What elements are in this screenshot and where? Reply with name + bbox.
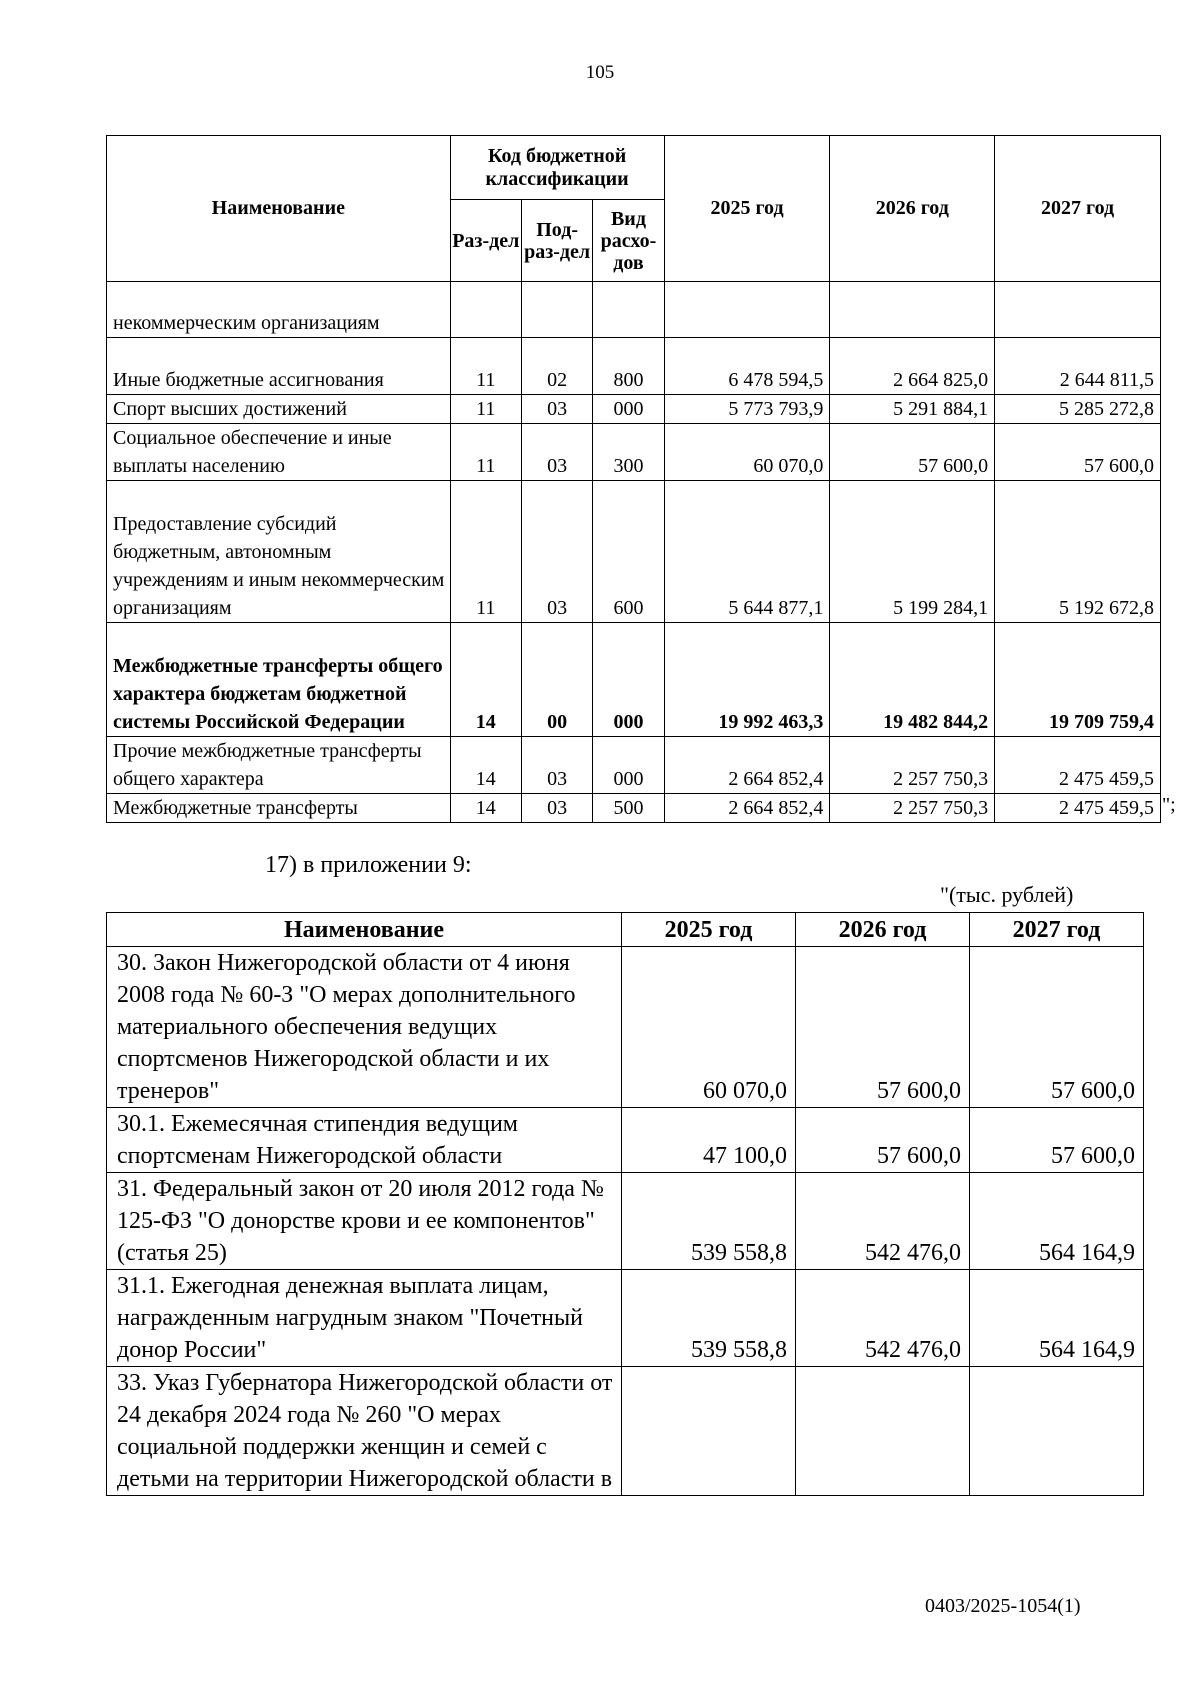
row-2027: 2 475 459,5: [995, 794, 1161, 823]
row-2026: [796, 1367, 970, 1496]
row-type: 000: [593, 395, 664, 424]
row-subsection: 03: [521, 794, 592, 823]
row-subsection: 03: [521, 737, 592, 794]
row-2025: [664, 282, 830, 338]
table-row: [107, 1108, 1144, 1173]
row-2027: 57 600,0: [995, 424, 1161, 481]
row-name: Спорт высших достижений: [107, 395, 451, 424]
row-2026: 57 600,0: [796, 947, 970, 1108]
row-2027: 564 164,9: [970, 1173, 1144, 1270]
row-2026: 57 600,0: [830, 424, 995, 481]
table-row: [107, 395, 1161, 424]
row-2027: [995, 282, 1161, 338]
row-section: 11: [450, 395, 521, 424]
table-row: [107, 1173, 1144, 1270]
row-2025: 47 100,0: [622, 1108, 796, 1173]
row-2027: 5 192 672,8: [995, 481, 1161, 623]
row-2027: 5 285 272,8: [995, 395, 1161, 424]
row-2026: 542 476,0: [796, 1173, 970, 1270]
row-type: 000: [593, 737, 664, 794]
row-2026: 57 600,0: [796, 1108, 970, 1173]
row-2025: [622, 1367, 796, 1496]
document-code: 0403/2025-1054(1): [925, 1595, 1081, 1617]
closing-quote-mark: ";: [1162, 794, 1176, 816]
header-2026: 2026 год: [830, 136, 995, 282]
row-section: 11: [450, 424, 521, 481]
row-2025: 5 644 877,1: [664, 481, 830, 623]
row-2025: 5 773 793,9: [664, 395, 830, 424]
row-subsection: 03: [521, 481, 592, 623]
header-2025: 2025 год: [664, 136, 830, 282]
page-number: 105: [585, 62, 615, 83]
row-type: [593, 282, 664, 338]
row-subsection: 02: [521, 338, 592, 395]
table-row: [107, 1270, 1144, 1367]
header-2026: 2026 год: [796, 913, 970, 947]
row-2026: 2 664 825,0: [830, 338, 995, 395]
table-row: [107, 947, 1144, 1108]
row-section: [450, 282, 521, 338]
table-row: [107, 338, 1161, 395]
header-expense-type: Вид расхо-дов: [593, 200, 664, 282]
row-name: Иные бюджетные ассигнования: [107, 338, 451, 395]
row-2025: 6 478 594,5: [664, 338, 830, 395]
section-heading: 17) в приложении 9:: [265, 852, 472, 878]
row-2027: 2 644 811,5: [995, 338, 1161, 395]
row-2027: 19 709 759,4: [995, 623, 1161, 737]
row-type: 500: [593, 794, 664, 823]
table-row: [107, 481, 1161, 623]
table-row: [107, 737, 1161, 794]
row-2026: [830, 282, 995, 338]
row-2025: 60 070,0: [622, 947, 796, 1108]
row-2025: 2 664 852,4: [664, 794, 830, 823]
row-name: Предоставление субсидий бюджетным, автономным учреждениям и иным некоммерческим организациям: [107, 481, 451, 623]
row-subsection: 03: [521, 395, 592, 424]
table-row: [107, 282, 1161, 338]
header-subsection: Под-раз-дел: [521, 200, 592, 282]
row-subsection: 00: [521, 623, 592, 737]
header-name: Наименование: [107, 136, 451, 282]
header-code-group: Код бюджетной классификации: [450, 136, 664, 200]
header-2027: 2027 год: [995, 136, 1161, 282]
row-section: 14: [450, 623, 521, 737]
row-type: 600: [593, 481, 664, 623]
row-2027: 57 600,0: [970, 1108, 1144, 1173]
row-name: 30.1. Ежемесячная стипендия ведущим спортсменам Нижегородской области: [107, 1108, 622, 1173]
table-row: [107, 794, 1161, 823]
row-name: 31. Федеральный закон от 20 июля 2012 года № 125-ФЗ "О донорстве крови и ее компонентов" (статья 25): [107, 1173, 622, 1270]
row-type: 300: [593, 424, 664, 481]
table-row: [107, 623, 1161, 737]
budget-classification-table: [106, 135, 1161, 823]
row-2027: [970, 1367, 1144, 1496]
row-2027: 564 164,9: [970, 1270, 1144, 1367]
row-2025: 60 070,0: [664, 424, 830, 481]
row-name: Межбюджетные трансферты: [107, 794, 451, 823]
row-section: 14: [450, 794, 521, 823]
row-name: 30. Закон Нижегородской области от 4 июня 2008 года № 60-З "О мерах дополнительного материального обеспечения ведущих спортсменов Нижегородской области и их тренеров": [107, 947, 622, 1108]
row-subsection: 03: [521, 424, 592, 481]
table-row: [107, 1367, 1144, 1496]
row-2026: 2 257 750,3: [830, 737, 995, 794]
row-name: 31.1. Ежегодная денежная выплата лицам, награжденным нагрудным знаком "Почетный донор России": [107, 1270, 622, 1367]
row-type: 800: [593, 338, 664, 395]
row-section: 11: [450, 338, 521, 395]
row-2027: 57 600,0: [970, 947, 1144, 1108]
row-2027: 2 475 459,5: [995, 737, 1161, 794]
row-name: Социальное обеспечение и иные выплаты населению: [107, 424, 451, 481]
row-2026: 5 199 284,1: [830, 481, 995, 623]
table-row: [107, 424, 1161, 481]
row-name: Прочие межбюджетные трансферты общего характера: [107, 737, 451, 794]
row-section: 14: [450, 737, 521, 794]
row-2025: 19 992 463,3: [664, 623, 830, 737]
row-name: Межбюджетные трансферты общего характера бюджетам бюджетной системы Российской Федерации: [107, 623, 451, 737]
row-section: 11: [450, 481, 521, 623]
units-label: "(тыс. рублей): [940, 882, 1074, 907]
row-2026: 5 291 884,1: [830, 395, 995, 424]
row-2026: 2 257 750,3: [830, 794, 995, 823]
row-2026: 19 482 844,2: [830, 623, 995, 737]
row-2025: 539 558,8: [622, 1270, 796, 1367]
appendix-9-table: [106, 912, 1144, 1496]
row-type: 000: [593, 623, 664, 737]
header-2027: 2027 год: [970, 913, 1144, 947]
header-2025: 2025 год: [622, 913, 796, 947]
row-name: 33. Указ Губернатора Нижегородской области от 24 декабря 2024 года № 260 "О мерах социальной поддержки женщин и семей с детьми на территории Нижегородской области в: [107, 1367, 622, 1496]
header-section: Раз-дел: [450, 200, 521, 282]
row-name: некоммерческим организациям: [107, 282, 451, 338]
header-name: Наименование: [107, 913, 622, 947]
row-2025: 2 664 852,4: [664, 737, 830, 794]
row-subsection: [521, 282, 592, 338]
row-2025: 539 558,8: [622, 1173, 796, 1270]
row-2026: 542 476,0: [796, 1270, 970, 1367]
